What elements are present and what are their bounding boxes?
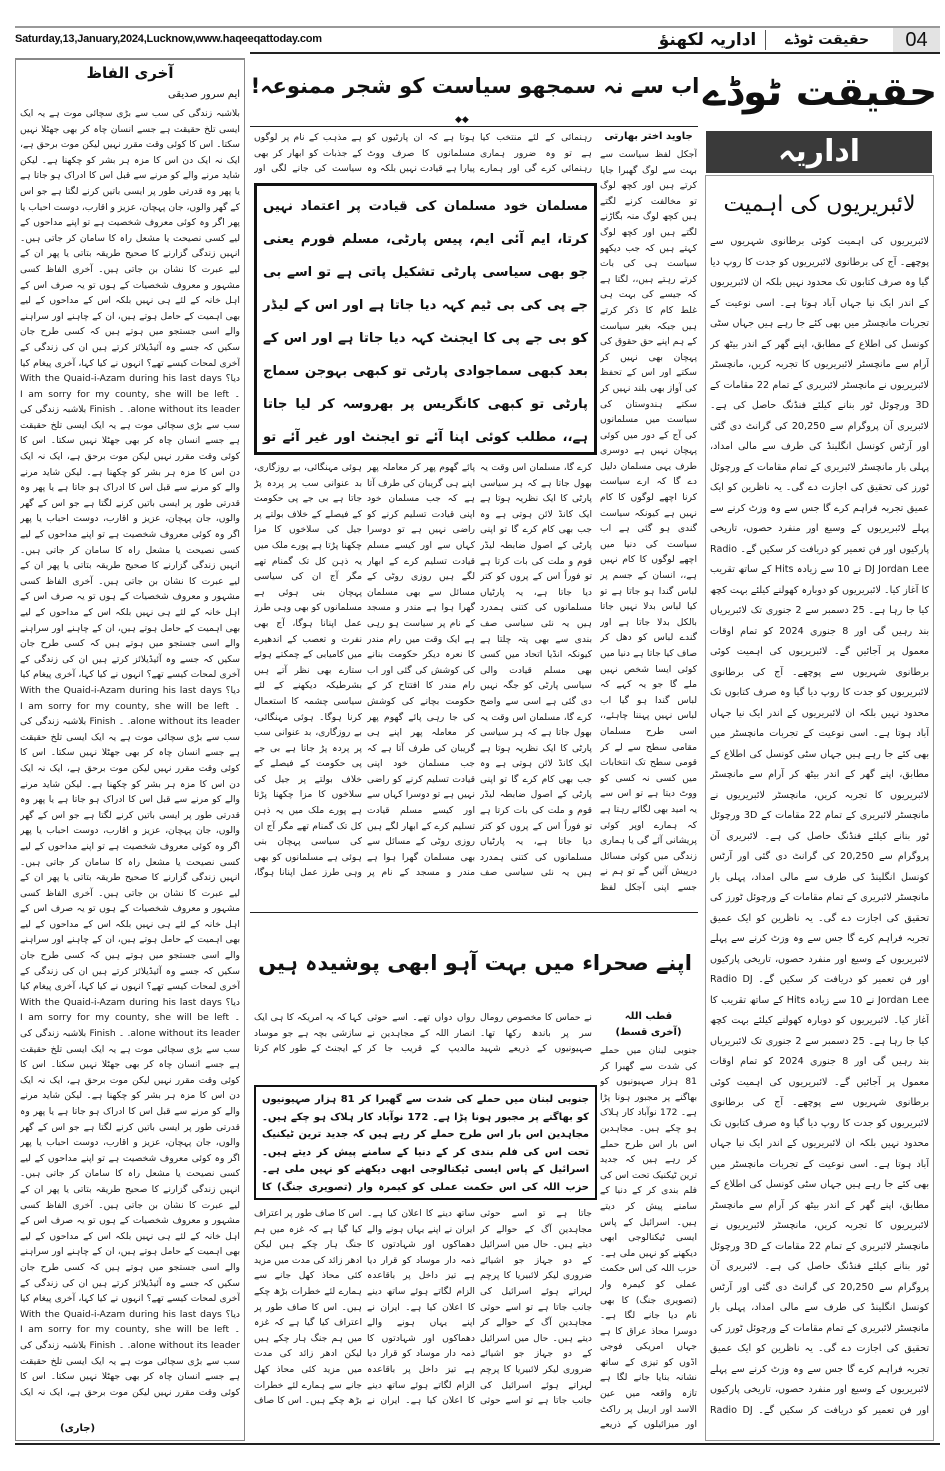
article1-rule xyxy=(250,126,698,127)
left-column-title: آخری الفاظ xyxy=(86,64,174,82)
editorial-banner: اداریہ xyxy=(706,131,932,173)
article2-author: قطب اللہ xyxy=(624,1011,673,1022)
top-rule xyxy=(15,26,940,28)
header-logo: حقیقت ٹوڈے xyxy=(784,32,870,48)
article2-installment: (آخری قسط) xyxy=(615,1027,682,1038)
header-rule xyxy=(250,52,940,54)
article1-headline: اب سے نہ سمجھو سیاست کو شجر ممنوعہ! xyxy=(250,74,700,98)
masthead-title: حقیقت ٹوڈے xyxy=(702,70,938,115)
bottom-rule xyxy=(15,1443,940,1445)
editorial-title: لائبریریوں کی اہمیت xyxy=(723,192,916,217)
article1-top-col-3: ہے مذہب کے نام پر لوگوں کے جذبات کو ابھار کر بھی سیاست کی جانے لگی اور xyxy=(254,132,362,175)
left-column-body: بلاشبہ زندگی کی سب سے بڑی سچائی موت ہے یہ ایک ایسی تلخ حقیقت ہے جسے انسان چاہ کر بھی جھٹلا نہیں سکتا۔ اس کا کوئی وقت مقرر نہیں لیکن موت برحق ہے، ایک نہ ایک دن اس کا مزہ ہر بشر کو چکھنا ہے۔ لیکن شاید مرنے والے کو مرنے سے قبل اس کا ادراک ہو جاتا ہے یا پھر وہ قدرتی طور پر ایسی باتیں کرنے لگتا ہے جو اس کے گھر والوں، جان پہچان، عزیز و اقارب، دوست احباب یا پھر اگر وہ کوئی معروف شخصیت ہے تو اپنے مداحوں کے لیے کسی نصیحت یا مشعل راہ کا سامان کر جاتی ہیں۔ انہیں زندگی گزارنے کا صحیح طریقہ بتاتی یا پھر ان کے لیے عبرت کا نشان بن جاتی ہیں۔ آخری الفاظ کسی مشہور و معروف شخصیات کے ہوں تو یہ صرف اس کے اہل خانہ کے لئے ہی نہیں بلکہ اس کے مداحوں کے لیے بھی اہمیت کے حامل ہوتے ہیں، ان کے چاہنے اور سراہنے والے اسی جستجو میں ہوتے ہیں کہ کسی طرح جان سکیں کہ جسے وہ آئیڈیلائز کرتے ہیں ان کی زندگی کے آخری لمحات کیسے تھے؟ انہوں نے کیا کہا، آخری پیغام کیا دیا؟ With the Quaid-i-Azam during his last days ۔ I am sorry for my county, she will be left alone without its leader. ۔ Finish بلاشبہ زندگی کی سب سے بڑی سچائی موت ہے یہ ایک ایسی تلخ حقیقت ہے جسے انسان چاہ کر بھی جھٹلا نہیں سکتا۔ اس کا کوئی وقت مقرر نہیں لیکن موت برحق ہے، ایک نہ ایک دن اس کا مزہ ہر بشر کو چکھنا ہے۔ لیکن شاید مرنے والے کو مرنے سے قبل اس کا ادراک ہو جاتا ہے یا پھر وہ قدرتی طور پر ایسی باتیں کرنے لگتا ہے جو اس کے گھر والوں، جان پہچان، عزیز و اقارب، دوست احباب یا پھر اگر وہ کوئی معروف شخصیت ہے تو اپنے مداحوں کے لیے کسی نصیحت یا مشعل راہ کا سامان کر جاتی ہیں۔ انہیں زندگی گزارنے کا صحیح طریقہ بتاتی یا پھر ان کے لیے عبرت کا نشان بن جاتی ہیں۔ آخری الفاظ کسی مشہور و معروف شخصیات کے ہوں تو یہ صرف اس کے اہل خانہ کے لئے ہی نہیں بلکہ اس کے مداحوں کے لیے بھی اہمیت کے حامل ہوتے ہیں، ان کے چاہنے اور سراہنے والے اسی جستجو میں ہوتے ہیں کہ کسی طرح جان سکیں کہ جسے وہ آئیڈیلائز کرتے ہیں ان کی زندگی کے آخری لمحات کیسے تھے؟ انہوں نے کیا کہا، آخری پیغام کیا دیا؟ With the Quaid-i-Azam during his last days ۔ I am sorry for my county, she will be left alone without its leader. ۔ Finish بلاشبہ زندگی کی سب سے بڑی سچائی موت ہے یہ ایک ایسی تلخ حقیقت ہے جسے انسان چاہ کر بھی جھٹلا نہیں سکتا۔ اس کا کوئی وقت مقرر نہیں لیکن موت برحق ہے، ایک نہ ایک دن اس کا مزہ ہر بشر کو چکھنا ہے۔ لیکن شاید مرنے والے کو مرنے سے قبل اس کا ادراک ہو جاتا ہے یا پھر وہ قدرتی طور پر ایسی باتیں کرنے لگتا ہے جو اس کے گھر والوں، جان پہچان، عزیز و اقارب، دوست احباب یا پھر اگر وہ کوئی معروف شخصیت ہے تو اپنے مداحوں کے لیے کسی نصیحت یا مشعل راہ کا سامان کر جاتی ہیں۔ انہیں زندگی گزارنے کا صحیح طریقہ بتاتی یا پھر ان کے لیے عبرت کا نشان بن جاتی ہیں۔ آخری الفاظ کسی مشہور و معروف شخصیات کے ہوں تو یہ صرف اس کے اہل خانہ کے لئے ہی نہیں بلکہ اس کے مداحوں کے لیے بھی اہمیت کے حامل ہوتے ہیں، ان کے چاہنے اور سراہنے والے اسی جستجو میں ہوتے ہیں کہ کسی طرح جان سکیں کہ جسے وہ آئیڈیلائز کرتے ہیں ان کی زندگی کے آخری لمحات کیسے تھے؟ انہوں نے کیا کہا، آخری پیغام کیا دیا؟ With the Quaid-i-Azam during his last days ۔ I am sorry for my county, she will be left alone without its leader. ۔ Finish بلاشبہ زندگی کی سب سے بڑی سچائی موت ہے یہ ایک ایسی تلخ حقیقت ہے جسے انسان چاہ کر بھی جھٹلا نہیں سکتا۔ اس کا کوئی وقت مقرر نہیں لیکن موت برحق ہے، ایک نہ ایک دن اس کا مزہ ہر بشر کو چکھنا ہے۔ لیکن شاید مرنے والے کو مرنے سے قبل اس کا ادراک ہو جاتا ہے یا پھر وہ قدرتی طور پر ایسی باتیں کرنے لگتا ہے جو اس کے گھر والوں، جان پہچان، عزیز و اقارب، دوست احباب یا پھر اگر وہ کوئی معروف شخصیت ہے تو اپنے مداحوں کے لیے کسی نصیحت یا مشعل راہ کا سامان کر جاتی ہیں۔ انہیں زندگی گزارنے کا صحیح طریقہ بتاتی یا پھر ان کے لیے عبرت کا نشان بن جاتی ہیں۔ آخری الفاظ کسی مشہور و معروف شخصیات کے ہوں تو یہ صرف اس کے اہل خانہ کے لئے ہی نہیں بلکہ اس کے مداحوں کے لیے بھی اہمیت کے حامل ہوتے ہیں، ان کے چاہنے اور سراہنے والے اسی جستجو میں ہوتے ہیں کہ کسی طرح جان سکیں کہ جسے وہ آئیڈیلائز کرتے ہیں ان کی زندگی کے آخری لمحات کیسے تھے؟ انہوں نے کیا کہا، آخری پیغام کیا دیا؟ With the Quaid-i-Azam during his last days ۔ I am sorry for my county, she will be left alone without its leader. ۔ Finish بلاشبہ زندگی کی سب سے بڑی سچائی موت ہے یہ ایک ایسی تلخ حقیقت ہے جسے انسان چاہ کر بھی جھٹلا نہیں سکتا۔ اس کا کوئی وقت مقرر نہیں لیکن موت برحق ہے، ایک نہ ایک xyxy=(20,108,240,1398)
article1-author-column: آجکل لفظ سیاست سے بہت سے لوگ گھبرا جایا کرتے ہیں اور کچھ لوگ تو مخالفت کرنے لگتے ہیں کچھ لوگ منہ بگاڑنے لگتے ہیں اور کچھ لوگ کہتے ہیں کہ جب دیکھو سیاست ہی کی بات کرتے رہتے ہیں،، لگتا ہے کہ جیسے کی بہت ہی غلط کام کا ذکر کرتے ہیں جبکہ بغیر سیاست کے ہم اپنے حق حقوق کی پہچان بھی نہیں کر سکتے اور اس کے تحفظ کی آواز بھی بلند نہیں کر سکتے ہندوستان کی سیاست میں مسلمانوں کی آج کے دور میں کوئی پہچان نہیں ہے دوسری طرف یہی مسلمان دلیل دے گا کہ ارے سیاست کرنا اچھے لوگوں کا کام نہیں ہے کیونکہ سیاست گندی ہو گئی ہے اب سیاست کی دنیا میں اچھے لوگوں کا کام نہیں ہے،، انسان کے جسم پر لباس گندا ہو جاتا ہے تو کیا لباس بدلا نہیں جاتا بالکل بدلا جاتا ہے اور گندے لباس کو دھل کر صاف کیا جاتا ہے دنیا میں کوئی ایسا شخص نہیں ملے گا جو یہ کہے کہ لباس گندا ہو گیا اب لباس نہیں پہننا چاہئے،، اسی طرح مسلمان مقامی سطح سے لے کر قومی سطح تک انتخابات میں کسی نہ کسی کو ووٹ دیتا ہے تو اس سے یہ امید بھی لگائے رہتا ہے کہ ہمارے اوپر کوئی پریشانی آئے گی یا ہماری زندگی میں کوئی مسائل درپیش آئیں گے تو ہم نے جسے اپنی آجکل لفظ xyxy=(600,149,697,893)
article1-bottom-col-1: کرے گا، مسلمان اس وقت یہ بھول جاتا ہے کہ ہر سیاسی پارٹی کا ایک نظریہ ہوتا ہے ایک کانڈ لائن ہوتی ہے وہ جب بھی کام کرے گا تو اپنی پارٹی کے اصول ضابطہ لیڈر قوم و ملت کی بات کرتا ہے تو فوراً اس کے پروں کو کتر دیا جاتا ہے، یہ پارٹیاں مسلمانوں کی کتنی ہمدرد ہیں یہ نئی سیاسی صف بندی سے بھی پتہ چلتا ہے کیونکہ انڈیا اتحاد میں کسی بھی مسلم قیادت والی سیاسی پارٹی کو جگہ نہیں دی گئی ہے اسی سے واضح کرے گا، مسلمان اس وقت یہ بھول جاتا ہے کہ ہر سیاسی پارٹی کا ایک نظریہ ہوتا ہے ایک کانڈ لائن ہوتی ہے وہ جب بھی کام کرے گا تو اپنی پارٹی کے اصول ضابطہ لیڈر قوم و ملت کی بات کرتا ہے تو فوراً اس کے پروں کو کتر دیا جاتا ہے، یہ پارٹیاں مسلمانوں کی کتنی ہمدرد ہیں یہ نئی سیاسی صف xyxy=(480,462,592,879)
editorial-body: لائبریریوں کی اہمیت کوئی برطانوی شہریوں سے پوچھے۔ آج کی برطانوی لائبریریوں کو جدت کا روپ دیا گیا وہ صرف کتابوں تک محدود نہیں بلکہ ان لائبریریوں کے اندر ایک نیا جہاں آباد ہوتا ہے۔ اسی نوعیت کے تجربات مانچسٹر میں بھی کئے جا رہے ہیں جہاں سٹی کونسل کی اطلاع کے مطابق، اپنے گھر کے اندر بیٹھ کر آرام سے مانچسٹر لائبریریوں کا تجربہ کریں، مانچسٹر لائبریریوں نے مانچسٹر لائبریری کے تمام 22 مقامات کے 3D ورچوئل ٹور بنانے کیلئے فنڈنگ حاصل کی ہے۔ لائبریری آن پروگرام سے 20,250 کی گرانٹ دی گئی اور آرٹس کونسل انگلینڈ کی طرف سے مالی امداد، پہلی بار مانچسٹر لائبریری کے تمام مقامات کے ورچوئل ٹورز کی تحقیق کی اجازت دے گی۔ یہ ناظرین کو ایک عمیق تجربہ فراہم کرے گا جس سے وہ وزٹ کرنے سے پہلے لائبریریوں کے وسیع اور منفرد حصوں، تاریخی پارکیوں اور فن تعمیر کو دریافت کر سکیں گے۔ Radio DJ Jordan Lee نے 10 سے زیادہ Hits کے ساتھ تقریب کا آغاز کیا۔ لائبریریوں کو دوبارہ کھولنے کیلئے بہت کچھ کیا جا رہا ہے۔ 25 دسمبر سے 2 جنوری تک لائبریریاں بند رہیں گی اور 8 جنوری 2024 کو تمام اوقات معمول پر آجائیں گے۔ لائبریریوں کی اہمیت کوئی برطانوی شہریوں سے پوچھے۔ آج کی برطانوی لائبریریوں کو جدت کا روپ دیا گیا وہ صرف کتابوں تک محدود نہیں بلکہ ان لائبریریوں کے اندر ایک نیا جہاں آباد ہوتا ہے۔ اسی نوعیت کے تجربات مانچسٹر میں بھی کئے جا رہے ہیں جہاں سٹی کونسل کی اطلاع کے مطابق، اپنے گھر کے اندر بیٹھ کر آرام سے مانچسٹر لائبریریوں کا تجربہ کریں، مانچسٹر لائبریریوں نے مانچسٹر لائبریری کے تمام 22 مقامات کے 3D ورچوئل ٹور بنانے کیلئے فنڈنگ حاصل کی ہے۔ لائبریری آن پروگرام سے 20,250 کی گرانٹ دی گئی اور آرٹس کونسل انگلینڈ کی طرف سے مالی امداد، پہلی بار مانچسٹر لائبریری کے تمام مقامات کے ورچوئل ٹورز کی تحقیق کی اجازت دے گی۔ یہ ناظرین کو ایک عمیق تجربہ فراہم کرے گا جس سے وہ وزٹ کرنے سے پہلے لائبریریوں کے وسیع اور منفرد حصوں، تاریخی پارکیوں اور فن تعمیر کو دریافت کر سکیں گے۔ Radio DJ Jordan Lee نے 10 سے زیادہ Hits کے ساتھ تقریب کا آغاز کیا۔ لائبریریوں کو دوبارہ کھولنے کیلئے بہت کچھ کیا جا رہا ہے۔ 25 دسمبر سے 2 جنوری تک لائبریریاں بند رہیں گی اور 8 جنوری 2024 کو تمام اوقات معمول پر آجائیں گے۔ لائبریریوں کی اہمیت کوئی برطانوی شہریوں سے پوچھے۔ آج کی برطانوی لائبریریوں کو جدت کا روپ دیا گیا وہ صرف کتابوں تک محدود نہیں بلکہ ان لائبریریوں کے اندر ایک نیا جہاں آباد ہوتا ہے۔ اسی نوعیت کے تجربات مانچسٹر میں بھی کئے جا رہے ہیں جہاں سٹی کونسل کی اطلاع کے مطابق، اپنے گھر کے اندر بیٹھ کر آرام سے مانچسٹر لائبریریوں کا تجربہ کریں، مانچسٹر لائبریریوں نے مانچسٹر لائبریری کے تمام 22 مقامات کے 3D ورچوئل ٹور بنانے کیلئے فنڈنگ حاصل کی ہے۔ لائبریری آن پروگرام سے 20,250 کی گرانٹ دی گئی اور آرٹس کونسل انگلینڈ کی طرف سے مالی امداد، پہلی بار مانچسٹر لائبریری کے تمام مقامات کے ورچوئل ٹورز کی تحقیق کی اجازت دے گی۔ یہ ناظرین کو ایک عمیق تجربہ فراہم کرے گا جس سے وہ وزٹ کرنے سے پہلے لائبریریوں کے وسیع اور منفرد حصوں، تاریخی پارکیوں اور فن تعمیر کو دریافت کر سکیں گے۔ Radio DJ xyxy=(710,236,929,1416)
article2-author-column: جنوبی لبنان میں حملے کی شدت سے گھبرا کر 81 ہزار صہیونیوں کو بھاگنے پر مجبور ہونا پڑا ہے۔ 172 نوآباد کار ہلاک ہو چکے ہیں۔ مجاہدین اس بار اس طرح حملے کر رہے ہیں کہ جدید ترین ٹیکنیک تحت اس کی فلم بندی کر کے دنیا کے سامنے پیش کر دیتے ہیں۔ اسرائیل کے پاس ایسی ٹیکنالوجی ابھی دیکھنے کو نہیں ملی ہے۔ حزب اللہ کی اس حکمت عملی کو کیمرہ وار (تصویری جنگ) کا بھی نام دیا جانے لگا ہے۔ دوسرا محاذ عراق کا ہے جہاں امریکی فوجی اڈوں کو تیزی کے ساتھ نشانہ بنایا جانے لگا ہے تازہ واقعہ میں عین الاسد اور اربیل پر راکٹ اور میزائیلوں کے ذریعے xyxy=(600,1045,697,1431)
article1-author: جاوید اختر بھارتی xyxy=(604,131,693,142)
article2-pullquote: جنوبی لبنان میں حملے کی شدت سے گھبرا کر 81 ہزار صہیونیوں کو بھاگنے پر مجبور ہونا پڑا ہے۔ 172 نوآباد کار ہلاک ہو چکے ہیں۔ مجاہدین اس بار اس طرح حملے کر رہے ہیں کہ جدید ترین ٹیکنیک تحت اس کی فلم بندی کر کے دنیا کے سامنے پیش کر دیتے ہیں۔ اسرائیل کے پاس ایسی ٹیکنالوجی ابھی دیکھنے کو نہیں ملی ہے۔ حزب اللہ کی اس حکمت عملی کو کیمرہ وار (تصویری جنگ) کا xyxy=(254,1085,597,1200)
article2-bottom-col-1: جاتا ہے تو اسے حوثی مجاہدین آگ کے حوالے کر دیتے ہیں۔ حال میں اسرائیل کے دو جہاز جو اشیائے ضروری لیکر لائبیریا کا پرچم لہراتے ہوئے اسرائیل کی جانب جاتا ہے تو اسے حوثی مجاہدین آگ کے حوالے کر دیتے ہیں۔ حال میں اسرائیل کے دو جہاز جو اشیائے ضروری لیکر لائبیریا کا پرچم لہراتے ہوئے اسرائیل کی جانب جاتا ہے تو اسے حوثی xyxy=(480,1208,592,1407)
article2-top-col-1: نے حماس کا مخصوص رومال سر پر باندھ رکھا تھا۔ صہیونیوں کے ذریعے شہید xyxy=(480,1012,592,1055)
article2-bottom-col-3: اس کا صاف طور پر اعتراف کیا گیا ہے کہ غزہ میں ہم جنگ ہار چکے ہیں لیکن ادھر زائد کی مدت میں مزید کئی محاذ کھل جانے سے ہمارے لئے خطرات بڑھ چکے ہیں۔ اس کا صاف طور پر اعتراف کیا گیا ہے کہ غزہ میں ہم جنگ ہار چکے ہیں لیکن ادھر زائد کی مدت میں مزید کئی محاذ کھل جانے سے ہمارے لئے خطرات بڑھ چکے ہیں۔ اس کا صاف xyxy=(254,1208,362,1407)
page-number: 04 xyxy=(893,28,940,52)
section-name: اداریہ لکھنؤ xyxy=(658,30,757,50)
article2-headline: اپنے صحراء میں بہت آہو ابھی پوشیدہ ہیں xyxy=(258,951,692,975)
article1-bottom-col-3: ہوئی مہنگائی، بے روزگاری، بد عنوانی سب پر پردہ پڑ جاتا ہے بی جے پی حکومت کے فیصلے کے خلاف بولتے پر جیل کی سلاخوں کا مزا چکھنا پڑتا ہے پورے ملک میں یہ ذہن کل تک گمنام تھے مگر آج ان کی سیاسی پہچان بنی ہوئی ہے مسلمانوں کو بھی وہی طرز عمل اپنانا ہوگا، آج بھی نفرت و تعصب کے اندھیرے میں کامیابی کے چمکتے ہوئے ستارے بھی نظر آتے ہیں بشرطیکہ دیکھنے کے لئے سیاسی چشمہ کا استعمال کرنا ہوگا۔ ہوئی مہنگائی، بے روزگاری، بد عنوانی سب پر پردہ پڑ جاتا ہے بی جے پی حکومت کے فیصلے کے خلاف بولتے پر جیل کی سلاخوں کا مزا چکھنا پڑتا ہے پورے ملک میں یہ ذہن کل تک گمنام تھے مگر آج ان کی سیاسی پہچان بنی ہوئی ہے مسلمانوں کو بھی وہی طرز عمل اپنانا ہوگا، xyxy=(254,462,362,879)
left-column-author: ایم سرور صدیقی xyxy=(167,89,240,100)
article1-bottom-col-2: پائے گھوم پھر کر معاملہ پھر اپنے ہی گریبان کی طرف آتا ہے کہ جب مسلمان خود اپنی قیادت تسلیم کرنے کو راضی نہیں ہے تو دوسرا کہاں سے اور کیسے مسلم قیادت تسلیم کرے کے ابھار لگے ہیں روزی روٹی کے مسائل سے بھی مسلمان گھرا ہوا ہے مندر و مسجد کے نام پر سیاست ہو رہی ہے ایک وقت میں رام مندر کا نعرہ دیکر حکومت بنانے کی کوشش کی گئی اور اب رام مندر کا افتتاح کر کے حکومت بچانے کی کوشش کی جا رہی پائے گھوم پھر کر معاملہ پھر اپنے ہی گریبان کی طرف آتا ہے کہ جب مسلمان خود اپنی قیادت تسلیم کرنے کو راضی نہیں ہے تو دوسرا کہاں سے اور کیسے مسلم قیادت تسلیم کرے کے ابھار لگے ہیں روزی روٹی کے مسائل سے بھی مسلمان گھرا ہوا ہے مندر و مسجد کے نام پر xyxy=(367,462,475,879)
dateline: Saturday,13,January,2024,Lucknow,www.haqeeqattoday.com xyxy=(15,33,322,45)
article1-top-col-1: رہنمائی کے لئے منتخب کیا ہے تو وہ ضرور ہماری رہنمائی کرے گی اور ہمارے xyxy=(480,132,592,175)
article1-top-col-2: ہوتا ہے کہ ان پارٹیوں کو مسلمانوں کا صرف ووٹ پیارا ہے قیادت نہیں بلکہ وہ xyxy=(367,132,475,175)
article-divider xyxy=(250,912,698,913)
article2-bottom-col-2: ساتھ دینے کا اعلان کیا ہے۔ ایران نے اپنے یہاں ہونے والے دھماکوں اور شہادتوں کا ذمہ دار موساد کو قرار دیا ہے تیز داخل پر باقاعدہ الزام لگاتے ہوئے ساتھ دینے کا اعلان کیا ہے۔ ایران نے اپنے یہاں ہونے والے دھماکوں اور شہادتوں کا ذمہ دار موساد کو قرار دیا ہے تیز داخل پر باقاعدہ الزام لگاتے ہوئے ساتھ دینے کا اعلان کیا ہے۔ ایران نے xyxy=(367,1208,475,1407)
header-divider xyxy=(765,30,766,50)
article2-top-col-2: رواں دواں تھے۔ اسے حوثی انصار اللہ کے مجاہدین نے مالدیپ کے قریب جا کر xyxy=(367,1012,475,1055)
continued-label: (جاری) xyxy=(60,1423,96,1434)
ornament: ◆◆ xyxy=(455,115,469,125)
article2-top-col-3: کہا کہ یہ امریکہ کا ہی ایک سازشی بچہ ہے جو موساد کے ایجنٹ کے طور کام کرتا xyxy=(254,1012,362,1055)
article1-pullquote: مسلمان خود مسلمان کی قیادت پر اعتماد نہیں کرتا، ایم آئی ایم، پیس پارٹی، مسلم فورم یعنی جو بھی سیاسی پارٹی تشکیل پاتی ہے تو اسے بی جے پی کی بی ٹیم کہہ دیا جاتا ہے اور اس کے لیڈر کو بی جے پی کا ایجنٹ کہہ دیا جاتا ہے اور اس کے بعد کبھی سماجوادی پارٹی تو کبھی بہوجن سماج پارٹی تو کبھی کانگریس پر بھروسہ کر لیا جاتا ہے،، مطلب کوئی اپنا آئے تو ایجنٹ اور غیر آئے تو xyxy=(254,183,597,455)
